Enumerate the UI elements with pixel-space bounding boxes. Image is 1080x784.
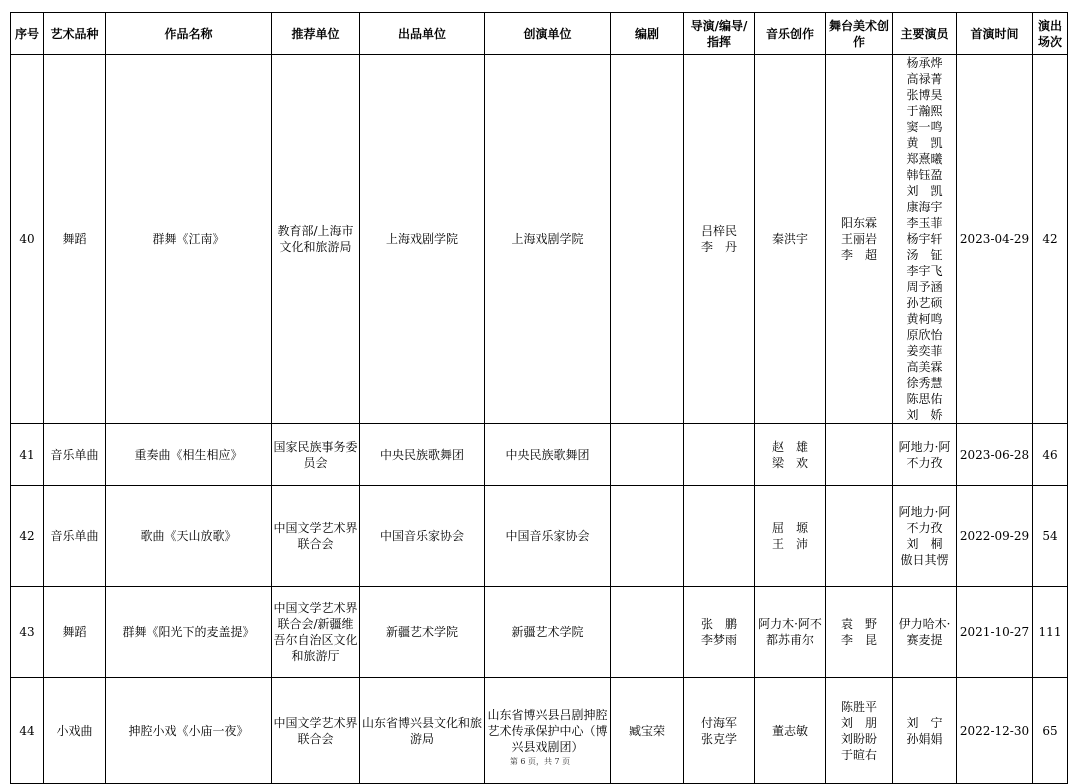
cell-director: 付海军 张克学 — [684, 678, 755, 784]
cell-premiere: 2022-09-29 — [957, 486, 1033, 587]
cell-no: 42 — [11, 486, 44, 587]
cell-premiere: 2021-10-27 — [957, 587, 1033, 678]
header-no: 序号 — [11, 13, 44, 55]
cell-performers: 杨承烨 高禄菁 张博昊 于瀚熙 窦一鸣 黄 凯 郑熹曦 韩钰盈 刘 凯 康海宇 李玉菲 杨宇轩 汤 钲 李宇飞 周予涵 孙艺硕 黄柯鸣 原欣怡 姜奕菲 高美霖 徐秀慧 陈思佑 刘 娇 — [893, 55, 957, 424]
cell-recommender: 教育部/上海市文化和旅游局 — [272, 55, 360, 424]
header-row — [11, 13, 1068, 55]
cell-category: 舞蹈 — [44, 55, 106, 424]
cell-title: 歌曲《天山放歌》 — [106, 486, 272, 587]
table-row — [11, 424, 1068, 486]
cell-premiere: 2022-12-30 — [957, 678, 1033, 784]
cell-director: 吕梓民 李 丹 — [684, 55, 755, 424]
cell-recommender: 中国文学艺术界联合会 — [272, 678, 360, 784]
cell-producer: 中国音乐家协会 — [360, 486, 485, 587]
table-row — [11, 55, 1068, 424]
cell-recommender: 国家民族事务委员会 — [272, 424, 360, 486]
cell-no: 40 — [11, 55, 44, 424]
header-shows: 演出场次 — [1033, 13, 1068, 55]
cell-performers: 伊力哈木·赛麦提 — [893, 587, 957, 678]
header-recommender: 推荐单位 — [272, 13, 360, 55]
cell-stage: 陈胜平 刘 朋 刘盼盼 于暄右 — [826, 678, 893, 784]
cell-writer — [611, 424, 684, 486]
cell-category: 音乐单曲 — [44, 486, 106, 587]
cell-category: 舞蹈 — [44, 587, 106, 678]
cell-shows: 111 — [1033, 587, 1068, 678]
table-row — [11, 486, 1068, 587]
cell-music: 赵 雄 梁 欢 — [755, 424, 826, 486]
table-row — [11, 587, 1068, 678]
cell-music: 董志敏 — [755, 678, 826, 784]
cell-director — [684, 424, 755, 486]
cell-no: 43 — [11, 587, 44, 678]
cell-creator: 新疆艺术学院 — [485, 587, 611, 678]
cell-director — [684, 486, 755, 587]
header-title: 作品名称 — [106, 13, 272, 55]
cell-creator: 上海戏剧学院 — [485, 55, 611, 424]
cell-shows: 46 — [1033, 424, 1068, 486]
cell-title: 群舞《江南》 — [106, 55, 272, 424]
cell-recommender: 中国文学艺术界联合会/新疆维吾尔自治区文化和旅游厅 — [272, 587, 360, 678]
cell-writer: 臧宝荣 — [611, 678, 684, 784]
cell-stage: 袁 野 李 昆 — [826, 587, 893, 678]
cell-category: 音乐单曲 — [44, 424, 106, 486]
cell-title: 群舞《阳光下的麦盖提》 — [106, 587, 272, 678]
cell-performers: 阿地力·阿不力孜 刘 桐 傲日其愣 — [893, 486, 957, 587]
cell-writer — [611, 486, 684, 587]
cell-premiere: 2023-06-28 — [957, 424, 1033, 486]
cell-shows: 65 — [1033, 678, 1068, 784]
cell-writer — [611, 55, 684, 424]
cell-producer: 新疆艺术学院 — [360, 587, 485, 678]
cell-music: 屈 塬 王 沛 — [755, 486, 826, 587]
header-stage: 舞台美术创作 — [826, 13, 893, 55]
cell-recommender: 中国文学艺术界联合会 — [272, 486, 360, 587]
cell-title: 重奏曲《相生相应》 — [106, 424, 272, 486]
header-performers: 主要演员 — [893, 13, 957, 55]
cell-stage — [826, 486, 893, 587]
cell-music: 秦洪宇 — [755, 55, 826, 424]
cell-writer — [611, 587, 684, 678]
cell-creator: 中国音乐家协会 — [485, 486, 611, 587]
cell-music: 阿力木·阿不都苏甫尔 — [755, 587, 826, 678]
cell-premiere: 2023-04-29 — [957, 55, 1033, 424]
cell-shows: 54 — [1033, 486, 1068, 587]
cell-stage: 阳东霖 王丽岩 李 超 — [826, 55, 893, 424]
header-director: 导演/编导/指挥 — [684, 13, 755, 55]
works-table — [10, 12, 1068, 784]
cell-no: 41 — [11, 424, 44, 486]
cell-category: 小戏曲 — [44, 678, 106, 784]
header-creator: 创演单位 — [485, 13, 611, 55]
cell-performers: 刘 宁 孙娟娟 — [893, 678, 957, 784]
page-footer: 第 6 页，共 7 页 — [509, 757, 571, 766]
header-category: 艺术品种 — [44, 13, 106, 55]
header-music: 音乐创作 — [755, 13, 826, 55]
header-premiere: 首演时间 — [957, 13, 1033, 55]
header-producer: 出品单位 — [360, 13, 485, 55]
table-row — [11, 678, 1068, 784]
cell-shows: 42 — [1033, 55, 1068, 424]
cell-creator: 中央民族歌舞团 — [485, 424, 611, 486]
cell-creator: 山东省博兴县吕剧抻腔艺术传承保护中心（博兴县戏剧团） — [485, 678, 611, 784]
cell-performers: 阿地力·阿不力孜 — [893, 424, 957, 486]
cell-title: 抻腔小戏《小庙一夜》 — [106, 678, 272, 784]
cell-producer: 中央民族歌舞团 — [360, 424, 485, 486]
cell-stage — [826, 424, 893, 486]
header-writer: 编剧 — [611, 13, 684, 55]
cell-no: 44 — [11, 678, 44, 784]
cell-producer: 上海戏剧学院 — [360, 55, 485, 424]
cell-director: 张 鹏 李梦雨 — [684, 587, 755, 678]
cell-producer: 山东省博兴县文化和旅游局 — [360, 678, 485, 784]
